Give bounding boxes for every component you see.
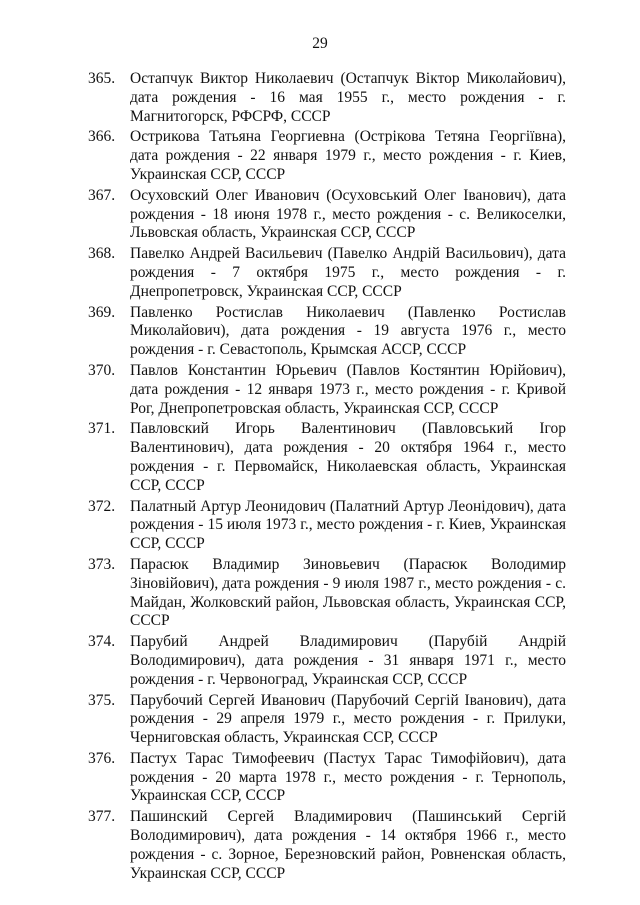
- entry-number: 370.: [88, 361, 116, 379]
- entry-number: 365.: [88, 70, 116, 87]
- list-item: [88, 304, 566, 360]
- list-item: [88, 808, 566, 883]
- list-item: [88, 692, 566, 748]
- entry-number: 377.: [88, 808, 116, 826]
- entry-text: Павловский Игорь Валентинович (Павловський Ігор Валентинович), дата рождения - 20 октября 1964 г., место рождения - г. Первомайск, Николаевская область, Украинская ССР, СССР: [130, 420, 566, 494]
- entry-number: 372.: [88, 497, 116, 515]
- entry-text: Палатный Артур Леонидович (Палатний Артур Леонідович), дата рождения - 15 июля 1973 г., место рождения - г. Киев, Украинская ССР, СССР: [130, 497, 566, 553]
- entry-number: 375.: [88, 691, 116, 709]
- entry-text: Остапчук Виктор Николаевич (Остапчук Віктор Миколайович), дата рождения - 16 мая 1955 г., место рождения - г. Магнитогорск, РФСРФ, СССР: [130, 70, 566, 125]
- entry-text: Пашинский Сергей Владимирович (Пашинський Сергій Володимирович), дата рождения - 14 октября 1966 г., место рождения - с. Зорное, Березновский район, Ровненская область, Украинская ССР, СССР: [130, 808, 566, 882]
- entry-number: 366.: [88, 128, 116, 146]
- entry-number: 373.: [88, 555, 116, 573]
- list-item: [88, 187, 566, 243]
- entry-text: Осуховский Олег Иванович (Осуховський Олег Іванович), дата рождения - 18 июня 1978 г., место рождения - с. Великоселки, Львовская область, Украинская ССР, СССР: [130, 186, 566, 242]
- entry-text: Парубочий Сергей Иванович (Парубочий Сергій Іванович), дата рождения - 29 апреля 1979 г., место рождения - г. Прилуки, Черниговская область, Украинская ССР, СССР: [130, 691, 566, 747]
- list-item: [88, 420, 566, 495]
- entry-text: Острикова Татьяна Георгиевна (Острікова Тетяна Георгіївна), дата рождения - 22 января 1979 г., место рождения - г. Киев, Украинская ССР, СССР: [130, 128, 566, 183]
- entry-number: 368.: [88, 245, 116, 263]
- entry-text: Павлов Константин Юрьевич (Павлов Костянтин Юрійович), дата рождения - 12 января 1973 г., место рождения - г. Кривой Рог, Днепропетровская область, Украинская ССР, СССР: [130, 361, 566, 417]
- entry-text: Павелко Андрей Васильевич (Павелко Андрій Васильович), дата рождения - 7 октября 1975 г., место рождения - г. Днепропетровск, Украинская ССР, СССР: [130, 245, 566, 300]
- list-item: [88, 70, 566, 126]
- page-number: 29: [312, 35, 328, 52]
- list-item: [88, 498, 566, 554]
- entry-text: Парасюк Владимир Зиновьевич (Парасюк Володимир Зіновійович), дата рождения - 9 июля 1987 г., место рождения - с. Майдан, Жолковский район, Львовская область, Украинская ССР, СССР: [130, 555, 566, 630]
- entry-list: [88, 70, 566, 885]
- list-item: [88, 245, 566, 301]
- entry-number: 367.: [88, 186, 116, 204]
- entry-text: Павленко Ростислав Николаевич (Павленко Ростислав Миколайович), дата рождения - 19 августа 1976 г., место рождения - г. Севастополь, Крымская АССР, СССР: [130, 303, 566, 359]
- entry-number: 374.: [88, 633, 116, 651]
- list-item: [88, 128, 566, 184]
- entry-number: 371.: [88, 420, 116, 438]
- list-item: [88, 750, 566, 806]
- list-item: [88, 633, 566, 689]
- entry-text: Парубий Андрей Владимирович (Парубій Андрій Володимирович), дата рождения - 31 января 1971 г., место рождения - г. Червоноград, Украинская ССР, СССР: [130, 633, 566, 688]
- list-item: [88, 362, 566, 418]
- entry-number: 369.: [88, 303, 116, 321]
- entry-text: Пастух Тарас Тимофеевич (Пастух Тарас Тимофійович), дата рождения - 20 марта 1978 г., место рождения - г. Тернополь, Украинская ССР, СССР: [130, 749, 566, 805]
- list-item: [88, 556, 566, 631]
- entry-number: 376.: [88, 749, 116, 767]
